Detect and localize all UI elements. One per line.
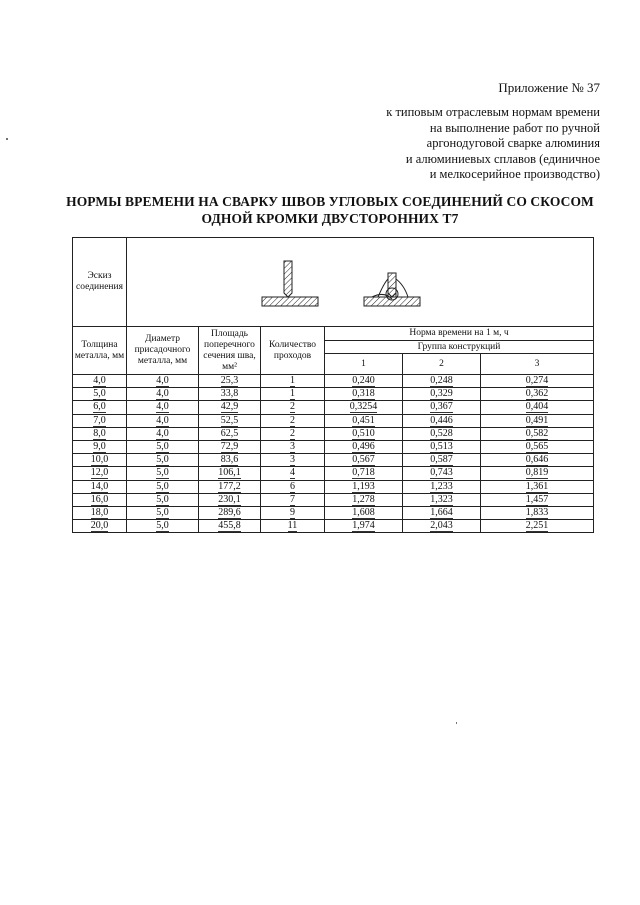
cell-value: 0,582 — [525, 427, 549, 439]
cell-value: 0,565 — [525, 441, 549, 453]
passes-cell — [261, 480, 325, 493]
cell-value: 230,1 — [218, 493, 241, 505]
cell-value: 4,0 — [156, 401, 169, 413]
cell-value: 0,362 — [525, 388, 549, 400]
thickness-cell — [73, 440, 127, 453]
cell-value: 5,0 — [156, 480, 169, 492]
thickness-cell — [73, 414, 127, 427]
sketch-label: Эскиз соединения — [73, 238, 127, 327]
cell-value: 5,0 — [156, 520, 169, 532]
thickness-cell — [73, 480, 127, 493]
table-row — [73, 414, 594, 427]
area-cell — [199, 427, 261, 440]
area-cell — [199, 414, 261, 427]
cell-value: 6 — [290, 480, 295, 492]
cell-value: 1,361 — [525, 480, 549, 492]
group-2-cell — [403, 506, 481, 519]
cell-value: 2 — [290, 427, 295, 439]
area-cell — [199, 440, 261, 453]
area-cell — [199, 375, 261, 388]
cell-value: 3 — [290, 441, 295, 453]
group-1-cell — [325, 375, 403, 388]
cell-value: 0,718 — [352, 467, 375, 479]
diameter-cell — [127, 520, 199, 533]
cell-value: 2 — [290, 401, 295, 413]
diameter-cell — [127, 506, 199, 519]
cell-value: 33,8 — [220, 388, 239, 400]
group-3-cell — [481, 454, 594, 467]
cell-value: 0,404 — [525, 401, 549, 413]
passes-cell — [261, 375, 325, 388]
area-cell — [199, 454, 261, 467]
passes-cell — [261, 454, 325, 467]
table-row — [73, 388, 594, 401]
appendix-line: и мелкосерийное производство) — [429, 167, 600, 181]
thickness-cell — [73, 520, 127, 533]
passes-cell — [261, 520, 325, 533]
cell-value: 5,0 — [156, 467, 169, 479]
cell-value: 0,446 — [430, 414, 453, 426]
cell-value: 52,5 — [220, 414, 239, 426]
passes-cell — [261, 414, 325, 427]
passes-cell — [261, 401, 325, 414]
cell-value: 2 — [290, 414, 295, 426]
cell-value: 4,0 — [156, 427, 169, 439]
cell-value: 0,318 — [352, 388, 375, 400]
group-1-cell — [325, 427, 403, 440]
cell-value: 1,833 — [525, 506, 549, 518]
group-1-cell — [325, 493, 403, 506]
group-1-cell — [325, 414, 403, 427]
thickness-cell — [73, 375, 127, 388]
thickness-cell — [73, 388, 127, 401]
group-3-cell — [481, 375, 594, 388]
cell-value: 1,323 — [430, 493, 453, 505]
area-cell — [199, 467, 261, 480]
cell-value: 16,0 — [90, 493, 109, 505]
scan-speck — [456, 722, 457, 724]
cell-value: 1,974 — [352, 520, 375, 532]
cell-value: 0,567 — [352, 454, 375, 466]
cell-value: 20,0 — [90, 520, 109, 532]
cell-value: 4,0 — [93, 375, 106, 387]
cell-value: 5,0 — [156, 506, 169, 518]
cell-value: 455,8 — [218, 520, 241, 532]
cell-value: 11 — [287, 520, 298, 532]
group-2-cell — [403, 520, 481, 533]
group-2-cell — [403, 493, 481, 506]
area-cell — [199, 401, 261, 414]
appendix-line: на выполнение работ по ручной — [429, 120, 600, 135]
cell-value: 1,608 — [352, 506, 375, 518]
group-2-cell — [403, 440, 481, 453]
cell-value: 1,233 — [430, 480, 453, 492]
thickness-cell — [73, 467, 127, 480]
passes-cell — [261, 467, 325, 480]
diameter-cell — [127, 454, 199, 467]
cell-value: 83,6 — [220, 454, 239, 466]
group-1-header: 1 — [325, 354, 403, 375]
cell-value: 2,043 — [430, 520, 453, 532]
thickness-cell — [73, 427, 127, 440]
diameter-cell — [127, 388, 199, 401]
group-1-cell — [325, 480, 403, 493]
cell-value: 0,646 — [525, 454, 549, 466]
cell-value: 4 — [290, 467, 295, 479]
table-row — [73, 440, 594, 453]
cell-value: 0,3254 — [349, 401, 378, 413]
cell-value: 62,5 — [220, 427, 239, 439]
cell-value: 8,0 — [93, 427, 106, 439]
cell-value: 0,248 — [430, 375, 453, 387]
diameter-cell — [127, 414, 199, 427]
title-line: НОРМЫ ВРЕМЕНИ НА СВАРКУ ШВОВ УГЛОВЫХ СОЕДИНЕНИЙ СО СКОСОМ — [66, 194, 594, 209]
cell-value: 42,9 — [220, 401, 239, 413]
cell-value: 0,496 — [352, 441, 375, 453]
area-cell — [199, 506, 261, 519]
group-3-cell — [481, 480, 594, 493]
header-row — [73, 327, 594, 341]
cell-value: 72,9 — [220, 441, 239, 453]
cell-value: 1,457 — [525, 493, 549, 505]
group-header: Группа конструкций — [325, 341, 594, 354]
cell-value: 25,3 — [220, 375, 239, 387]
diameter-cell — [127, 493, 199, 506]
area-header: Площадь поперечного сечения шва, мм² — [199, 327, 261, 375]
cell-value: 14,0 — [90, 480, 109, 492]
cell-value: 10,0 — [90, 454, 109, 466]
cell-value: 1,193 — [352, 480, 375, 492]
thickness-cell — [73, 454, 127, 467]
diameter-cell — [127, 375, 199, 388]
cell-value: 7,0 — [93, 414, 106, 426]
joint-sketch — [127, 238, 594, 327]
group-3-cell — [481, 493, 594, 506]
cell-value: 0,513 — [430, 441, 453, 453]
title-line: ОДНОЙ КРОМКИ ДВУСТОРОННИХ Т7 — [201, 211, 459, 226]
cell-value: 4,0 — [156, 388, 169, 400]
group-2-cell — [403, 467, 481, 480]
cell-value: 1 — [290, 388, 295, 400]
cell-value: 106,1 — [218, 467, 241, 479]
table-row — [73, 454, 594, 467]
cell-value: 0,819 — [525, 467, 549, 479]
group-3-cell — [481, 401, 594, 414]
cell-value: 9,0 — [93, 441, 106, 453]
cell-value: 1,278 — [352, 493, 375, 505]
group-2-cell — [403, 427, 481, 440]
cell-value: 0,329 — [430, 388, 453, 400]
diameter-cell — [127, 440, 199, 453]
table-row — [73, 506, 594, 519]
appendix-number: Приложение № 37 — [498, 80, 600, 95]
table-row — [73, 480, 594, 493]
appendix-line: аргонодуговой сварке алюминия — [426, 136, 600, 150]
group-2-cell — [403, 414, 481, 427]
group-2-cell — [403, 454, 481, 467]
cell-value: 0,528 — [430, 427, 453, 439]
area-cell — [199, 520, 261, 533]
group-2-cell — [403, 375, 481, 388]
diameter-header: Диаметр присадочного металла, мм — [127, 327, 199, 375]
passes-header: Количество проходов — [261, 327, 325, 375]
appendix-reference — [352, 105, 600, 183]
group-1-cell — [325, 520, 403, 533]
fillet-weld-sketch-icon — [260, 247, 460, 317]
scan-speck — [6, 138, 8, 140]
cell-value: 5,0 — [156, 493, 169, 505]
table-row — [73, 375, 594, 388]
table-row — [73, 467, 594, 480]
cell-value: 4,0 — [156, 375, 169, 387]
group-3-cell — [481, 467, 594, 480]
cell-value: 0,367 — [430, 401, 453, 413]
passes-cell — [261, 388, 325, 401]
diameter-cell — [127, 467, 199, 480]
area-cell — [199, 480, 261, 493]
cell-value: 0,491 — [525, 414, 549, 426]
document-title — [60, 193, 600, 227]
thickness-cell — [73, 401, 127, 414]
group-3-cell — [481, 440, 594, 453]
diameter-cell — [127, 401, 199, 414]
passes-cell — [261, 440, 325, 453]
cell-value: 12,0 — [90, 467, 109, 479]
passes-cell — [261, 427, 325, 440]
cell-value: 0,274 — [525, 375, 549, 387]
group-1-cell — [325, 401, 403, 414]
group-2-cell — [403, 480, 481, 493]
cell-value: 0,510 — [352, 427, 375, 439]
group-3-cell — [481, 520, 594, 533]
cell-value: 18,0 — [90, 506, 109, 518]
thickness-cell — [73, 493, 127, 506]
group-1-cell — [325, 388, 403, 401]
group-2-cell — [403, 401, 481, 414]
cell-value: 3 — [290, 454, 295, 466]
group-2-header: 2 — [403, 354, 481, 375]
cell-value: 0,743 — [430, 467, 453, 479]
passes-cell — [261, 493, 325, 506]
cell-value: 5,0 — [156, 454, 169, 466]
group-3-header: 3 — [481, 354, 594, 375]
cell-value: 0,587 — [430, 454, 453, 466]
cell-value: 4,0 — [156, 414, 169, 426]
appendix-line: и алюминиевых сплавов (единичное — [405, 151, 600, 166]
table-row — [73, 401, 594, 414]
cell-value: 5,0 — [93, 388, 106, 400]
cell-value: 6,0 — [93, 401, 106, 413]
table-row — [73, 520, 594, 533]
area-cell — [199, 493, 261, 506]
group-3-cell — [481, 388, 594, 401]
cell-value: 1,664 — [430, 506, 453, 518]
diameter-cell — [127, 427, 199, 440]
cell-value: 2,251 — [525, 520, 549, 532]
cell-value: 0,240 — [352, 375, 375, 387]
table-row — [73, 493, 594, 506]
norm-header: Норма времени на 1 м, ч — [325, 327, 594, 341]
cell-value: 0,451 — [352, 414, 375, 426]
table-row — [73, 427, 594, 440]
diameter-cell — [127, 480, 199, 493]
cell-value: 289,6 — [218, 506, 241, 518]
cell-value: 5,0 — [156, 441, 169, 453]
group-1-cell — [325, 467, 403, 480]
cell-value: 9 — [290, 506, 295, 518]
thickness-cell — [73, 506, 127, 519]
thickness-header: Толщина металла, мм — [73, 327, 127, 375]
area-cell — [199, 388, 261, 401]
cell-value: 1 — [290, 375, 295, 387]
time-norms-table — [72, 237, 594, 533]
group-1-cell — [325, 440, 403, 453]
group-1-cell — [325, 454, 403, 467]
group-3-cell — [481, 427, 594, 440]
sketch-row — [73, 238, 594, 327]
group-1-cell — [325, 506, 403, 519]
group-3-cell — [481, 506, 594, 519]
appendix-line: к типовым отраслевым нормам времени — [386, 105, 600, 119]
cell-value: 177,2 — [218, 480, 241, 492]
group-2-cell — [403, 388, 481, 401]
passes-cell — [261, 506, 325, 519]
group-3-cell — [481, 414, 594, 427]
cell-value: 7 — [290, 493, 295, 505]
